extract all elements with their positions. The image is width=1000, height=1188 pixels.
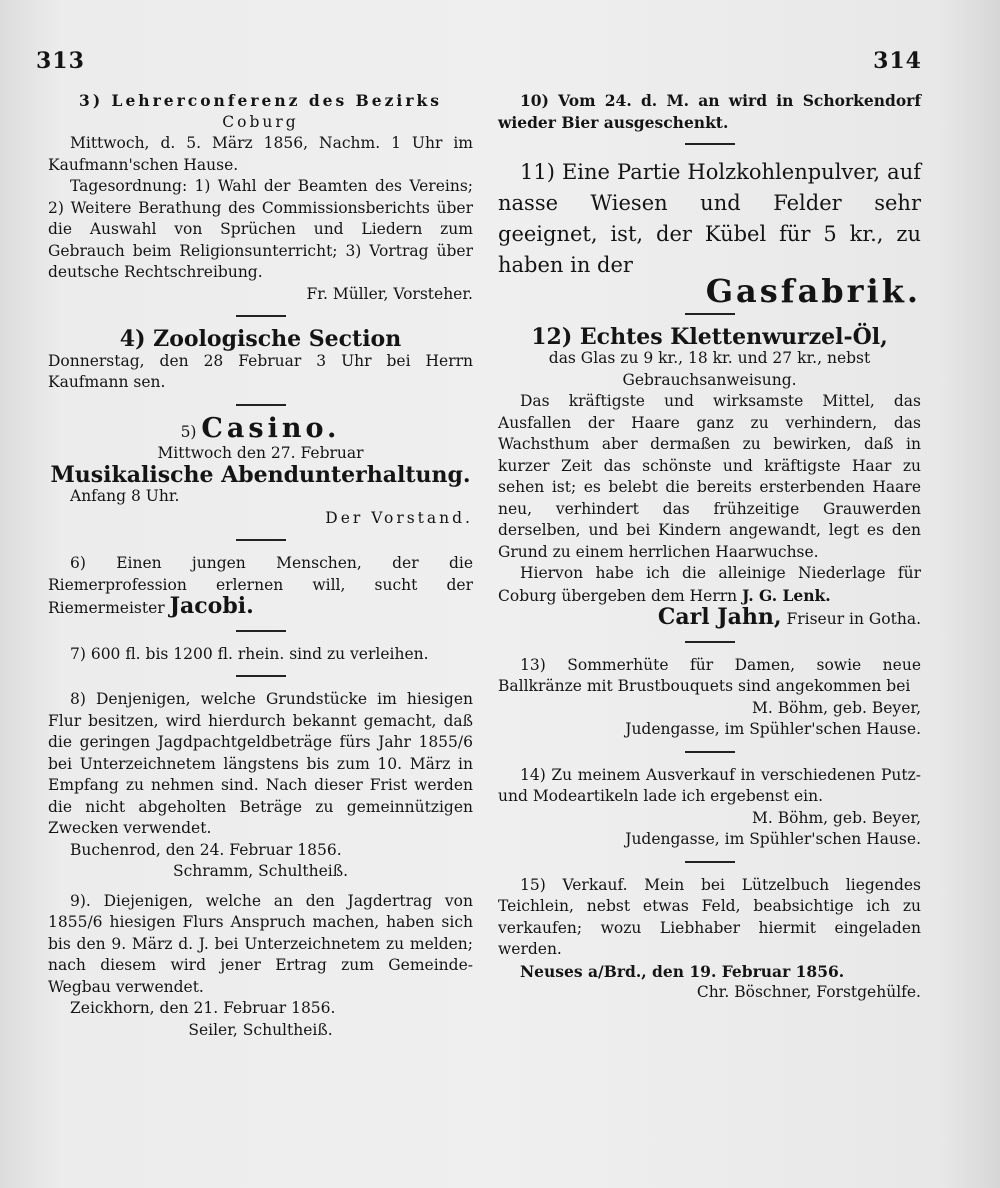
notice-place-date: Neuses a/Brd., den 19. Februar 1856. — [520, 961, 845, 981]
notice-text: 7) 600 fl. bis 1200 fl. rhein. sind zu verleihen. — [70, 644, 429, 663]
notice-heading: 4) Zoologische Section — [119, 326, 402, 352]
notice-clearance-sale — [498, 765, 921, 851]
notice-place-date: Buchenrod, den 24. Februar 1856. — [70, 840, 342, 859]
notice-apprentice-wanted — [48, 553, 473, 620]
notice-signature: Der Vorstand. — [325, 508, 473, 527]
separator-rule — [685, 861, 735, 863]
left-column — [48, 90, 473, 1041]
notice-price: das Glas zu 9 kr., 18 kr. und 27 kr., nebst Gebrauchsanweisung. — [548, 349, 871, 389]
notice-address: Judengasse, im Spühler'schen Hause. — [625, 720, 921, 738]
notice-signature: Seiler, Schultheiß. — [188, 1020, 333, 1039]
separator-rule — [685, 641, 735, 643]
notice-text: Das kräftigste und wirksamste Mittel, das Ausfallen der Haare ganz zu verhindern, das Wachsthum aber dermaßen zu bewirken, daß in kurzer Zeit das schönste und kräftigste Haar zu sehen ist; es belebt die bereits ersterbenden Haare neu, verhindert das frühzeitige Grauwerden derselben, und bei Kindern angewandt, legt es den Grund zu einem herrlichen Haarwuchse. — [498, 392, 921, 561]
notice-text: Mittwoch, d. 5. März 1856, Nachm. 1 Uhr im Kaufmann'schen Hause. — [48, 134, 473, 174]
notice-place: Coburg — [222, 112, 299, 131]
page-number-right: 314 — [873, 48, 922, 74]
separator-rule — [236, 675, 286, 677]
notice-charcoal-powder — [498, 157, 921, 310]
notice-signature-name: Carl Jahn, — [657, 604, 782, 630]
notice-start-time: Anfang 8 Uhr. — [70, 487, 180, 505]
notice-name: Jacobi. — [169, 593, 254, 619]
notice-title: Casino. — [201, 412, 341, 444]
notice-burdock-oil — [498, 323, 921, 631]
separator-rule — [236, 404, 286, 406]
notice-signature: M. Böhm, geb. Beyer, — [752, 808, 921, 827]
separator-rule — [685, 751, 735, 753]
notice-hunting-lease-buchenrod — [48, 689, 473, 883]
notice-signature: M. Böhm, geb. Beyer, — [752, 698, 921, 717]
notice-depot: Hiervon habe ich die alleinige Niederlage für Coburg übergeben dem Herrn — [498, 564, 921, 605]
notice-text: Donnerstag, den 28 Februar 3 Uhr bei Herrn Kaufmann sen. — [48, 351, 473, 391]
page-number-left: 313 — [36, 48, 85, 74]
notice-number: 5) — [180, 422, 197, 441]
notice-text: 9). Diejenigen, welche an den Jagdertrag von 1855/6 hiesigen Flurs Anspruch machen, haben sich bis den 9. März d. J. bei Unterzeichnetem zu melden; nach diesem wird jener Ertrag zum Gemeinde-Wegbau verwendet. — [48, 891, 473, 996]
notice-beer — [498, 90, 921, 133]
notice-text: 11) Eine Partie Holzkohlenpulver, auf nasse Wiesen und Felder sehr geeignet, ist, der Kübel für 5 kr., zu haben in der — [498, 160, 921, 277]
notice-heading: 3) Lehrerconferenz des Bezirks — [79, 91, 442, 110]
notice-signature-role: Friseur in Gotha. — [786, 610, 921, 628]
separator-rule — [685, 313, 735, 315]
notice-text: 10) Vom 24. d. M. an wird in Schorkendorf wieder Bier ausgeschenkt. — [498, 91, 921, 132]
notice-zoological-section — [48, 326, 473, 394]
notice-place-date: Zeickhorn, den 21. Februar 1856. — [70, 999, 336, 1017]
separator-rule — [236, 315, 286, 317]
notice-address: Judengasse, im Spühler'schen Hause. — [625, 830, 921, 848]
separator-rule — [236, 630, 286, 632]
notice-summer-hats — [498, 655, 921, 741]
notice-teachers-conference — [48, 90, 473, 305]
notice-pond-sale — [498, 875, 921, 1004]
notice-heading: 12) Echtes Klettenwurzel-Öl, — [531, 323, 888, 350]
notice-text: 8) Denjenigen, welche Grundstücke im hiesigen Flur besitzen, wird hierdurch bekannt gemacht, daß die geringen Jagdpachtgeldbeträge fürs Jahr 1855/6 bei Unterzeichnetem längstens bis zum 10. März in Empfang zu nehmen sind. Nach dieser Frist werden die nicht abgeholten Beträge zu gemeinnützigen Zwecken verwendet. — [48, 690, 473, 837]
notice-text: 13) Sommerhüte für Damen, sowie neue Ballkränze mit Brustbouquets sind angekommen bei — [498, 655, 921, 695]
notice-text: 6) Einen jungen Menschen, der die Riemerprofession erlernen will, sucht der Riemermeister — [48, 554, 473, 617]
notice-date: Mittwoch den 27. Februar — [157, 444, 364, 462]
separator-rule — [685, 143, 735, 145]
notice-event: Musikalische Abendunterhaltung. — [50, 461, 471, 488]
notice-signature: Fr. Müller, Vorsteher. — [306, 284, 473, 303]
notice-agenda: Tagesordnung: 1) Wahl der Beamten des Vereins; 2) Weitere Berathung des Commissionsberichts über die Auswahl von Sprüchen und Liedern zum Gebrauch beim Religionsunterricht; 3) Vortrag über deutsche Rechtschreibung. — [48, 177, 473, 281]
notice-signature: Chr. Böschner, Forstgehülfe. — [696, 983, 921, 1001]
notice-text: 15) Verkauf. Mein bei Lützelbuch liegendes Teichlein, nebst etwas Feld, beabsichtige ich zu verkaufen; wozu Liebhaber hiermit eingeladen werden. — [498, 875, 921, 958]
notice-depot-name: J. G. Lenk. — [742, 585, 831, 605]
right-column — [498, 90, 921, 1004]
notice-place: Gasfabrik. — [705, 272, 921, 310]
notice-hunting-yield-zeickhorn — [48, 891, 473, 1042]
notice-signature: Schramm, Schultheiß. — [172, 862, 349, 880]
notice-text: 14) Zu meinem Ausverkauf in verschiedenen Putz- und Modeartikeln lade ich ergebenst ein. — [498, 765, 921, 805]
notice-casino — [48, 412, 473, 530]
separator-rule — [236, 539, 286, 541]
notice-loan — [48, 644, 473, 666]
